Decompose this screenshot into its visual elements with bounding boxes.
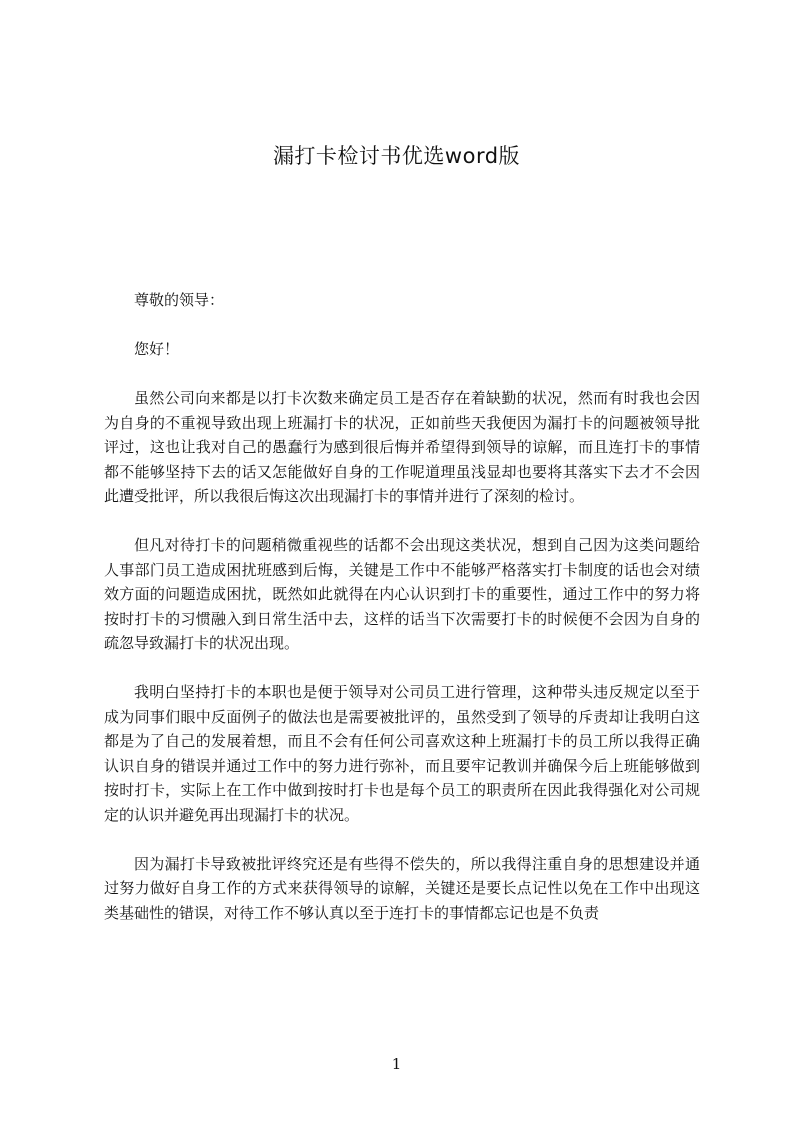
document-body [104, 288, 700, 950]
body-paragraph-3: 我明白坚持打卡的本职也是便于领导对公司员工进行管理，这种带头违反规定以至于成为同事们眼中反面例子的做法也是需要被批评的，虽然受到了领导的斥责却让我明白这都是为了自己的发展着想，而且不会有任何公司喜欢这种上班漏打卡的员工所以我得正确认识自身的错误并通过工作中的努力进行弥补，而且要牢记教训并确保今后上班能够做到按时打卡，实际上在工作中做到按时打卡也是每个员工的职责所在因此我得强化对公司规定的认识并避免再出现漏打卡的状况。 [104, 683, 700, 824]
salutation: 尊敬的领导： [134, 291, 225, 309]
body-paragraph-2: 但凡对待打卡的问题稍微重视些的话都不会出现这类状况，想到自己因为这类问题给人事部门员工造成困扰班感到后悔，关键是工作中不能够严格落实打卡制度的话也会对绩效方面的问题造成困扰，既然如此就得在内心认识到打卡的重要性，通过工作中的努力将按时打卡的习惯融入到日常生活中去，这样的话当下次需要打卡的时候便不会因为自身的疏忽导致漏打卡的状况出现。 [104, 536, 700, 652]
page-number: 1 [391, 1055, 402, 1073]
body-paragraph-1: 虽然公司向来都是以打卡次数来确定员工是否存在着缺勤的状况，然而有时我也会因为自身的不重视导致出现上班漏打卡的状况，正如前些天我便因为漏打卡的问题被领导批评过，这也让我对自己的愚蠢行为感到很后悔并希望得到领导的谅解，而且连打卡的事情都不能够坚持下去的话又怎能做好自身的工作呢道理虽浅显却也要将其落实下去才不会因此遭受批评，所以我很后悔这次出现漏打卡的事情并进行了深刻的检讨。 [104, 389, 700, 505]
greeting: 您好！ [134, 340, 180, 358]
body-paragraph-4: 因为漏打卡导致被批评终究还是有些得不偿失的，所以我得注重自身的思想建设并通过努力做好自身工作的方式来获得领导的谅解，关键还是要长点记性以免在工作中出现这类基础性的错误，对待工作不够认真以至于连打卡的事情都忘记也是不负责 [104, 854, 700, 922]
document-title: 漏打卡检讨书优选word版 [272, 144, 521, 168]
